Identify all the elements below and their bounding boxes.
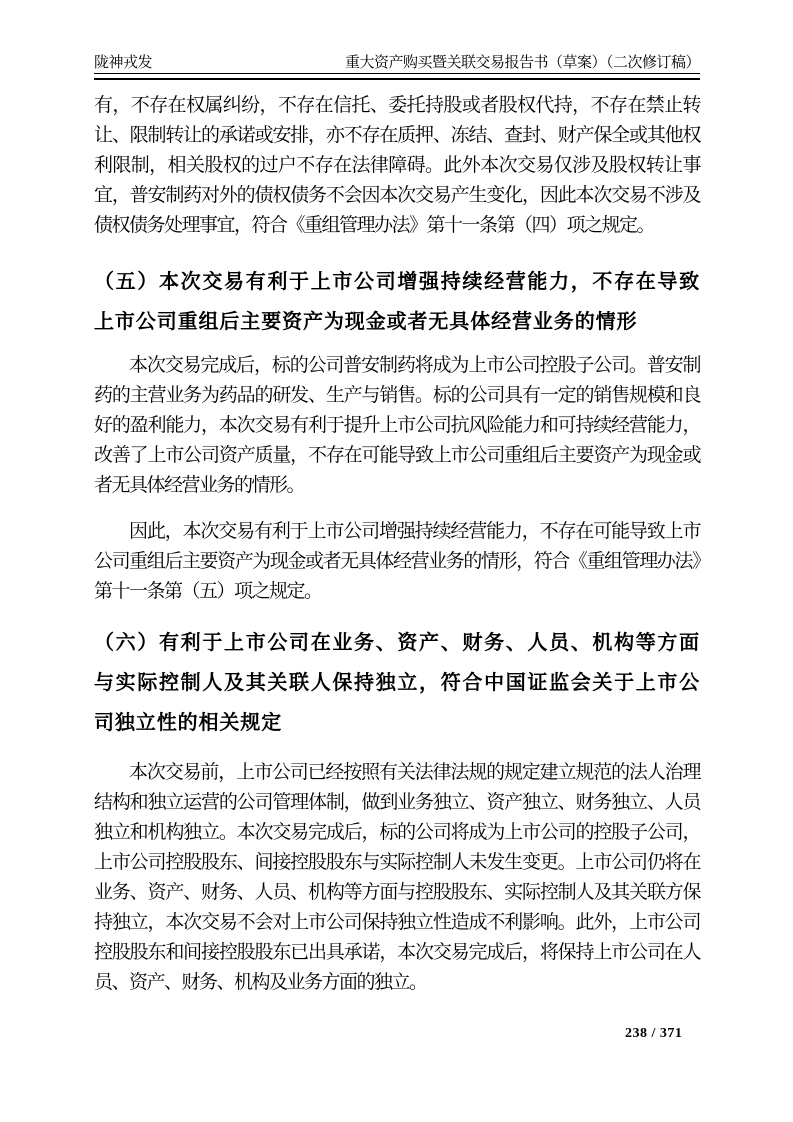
header-divider <box>94 78 700 80</box>
page-number: 238 / 371 <box>625 1026 683 1041</box>
header-company-name: 陇神戎发 <box>94 55 153 71</box>
section-6-paragraph-1: 本次交易前，上市公司已经按照有关法律法规的规定建立规范的法人治理结构和独立运营的公司管理体制，做到业务独立、资产独立、财务独立、人员独立和机构独立。本次交易完成后，标的公司将成为上市公司的控股子公司，上市公司控股股东、间接控股股东与实际控制人未发生变更。上市公司仍将在业务、资产、财务、人员、机构等方面与控股股东、实际控制人及其关联方保持独立，本次交易不会对上市公司保持独立性造成不利影响。此外，上市公司控股股东和间接控股股东已出具承诺，本次交易完成后，将保持上市公司在人员、资产、财务、机构及业务方面的独立。 <box>94 762 700 993</box>
paragraph-continued-from-previous-page: 有，不存在权属纠纷，不存在信托、委托持股或者股权代持，不存在禁止转让、限制转让的承诺或安排，亦不存在质押、冻结、查封、财产保全或其他权利限制，相关股权的过户不存在法律障碍。此外本次交易仅涉及股权转让事宜，普安制药对外的债权债务不会因本次交易产生变化，因此本次交易不涉及债权债务处理事宜，符合《重组管理办法》第十一条第（四）项之规定。 <box>94 95 700 236</box>
page-header <box>94 55 700 80</box>
header-row <box>94 55 700 74</box>
section-5-paragraph-1: 本次交易完成后，标的公司普安制药将成为上市公司控股子公司。普安制药的主营业务为药品的研发、生产与销售。标的公司具有一定的销售规模和良好的盈利能力，本次交易有利于提升上市公司抗风险能力和可持续经营能力，改善了上市公司资产质量，不存在可能导致上市公司重组后主要资产为现金或者无具体经营业务的情形。 <box>94 355 700 496</box>
header-report-title: 重大资产购买暨关联交易报告书（草案）（二次修订稿） <box>344 55 700 71</box>
section-heading-5: （五）本次交易有利于上市公司增强持续经营能力，不存在导致上市公司重组后主要资产为现金或者无具体经营业务的情形 <box>94 271 700 333</box>
section-heading-6: （六）有利于上市公司在业务、资产、财务、人员、机构等方面与实际控制人及其关联人保持独立，符合中国证监会关于上市公司独立性的相关规定 <box>94 632 700 734</box>
document-body <box>94 91 700 998</box>
section-5-paragraph-2: 因此，本次交易有利于上市公司增强持续经营能力，不存在可能导致上市公司重组后主要资产为现金或者无具体经营业务的情形，符合《重组管理办法》第十一条第（五）项之规定。 <box>94 521 700 602</box>
